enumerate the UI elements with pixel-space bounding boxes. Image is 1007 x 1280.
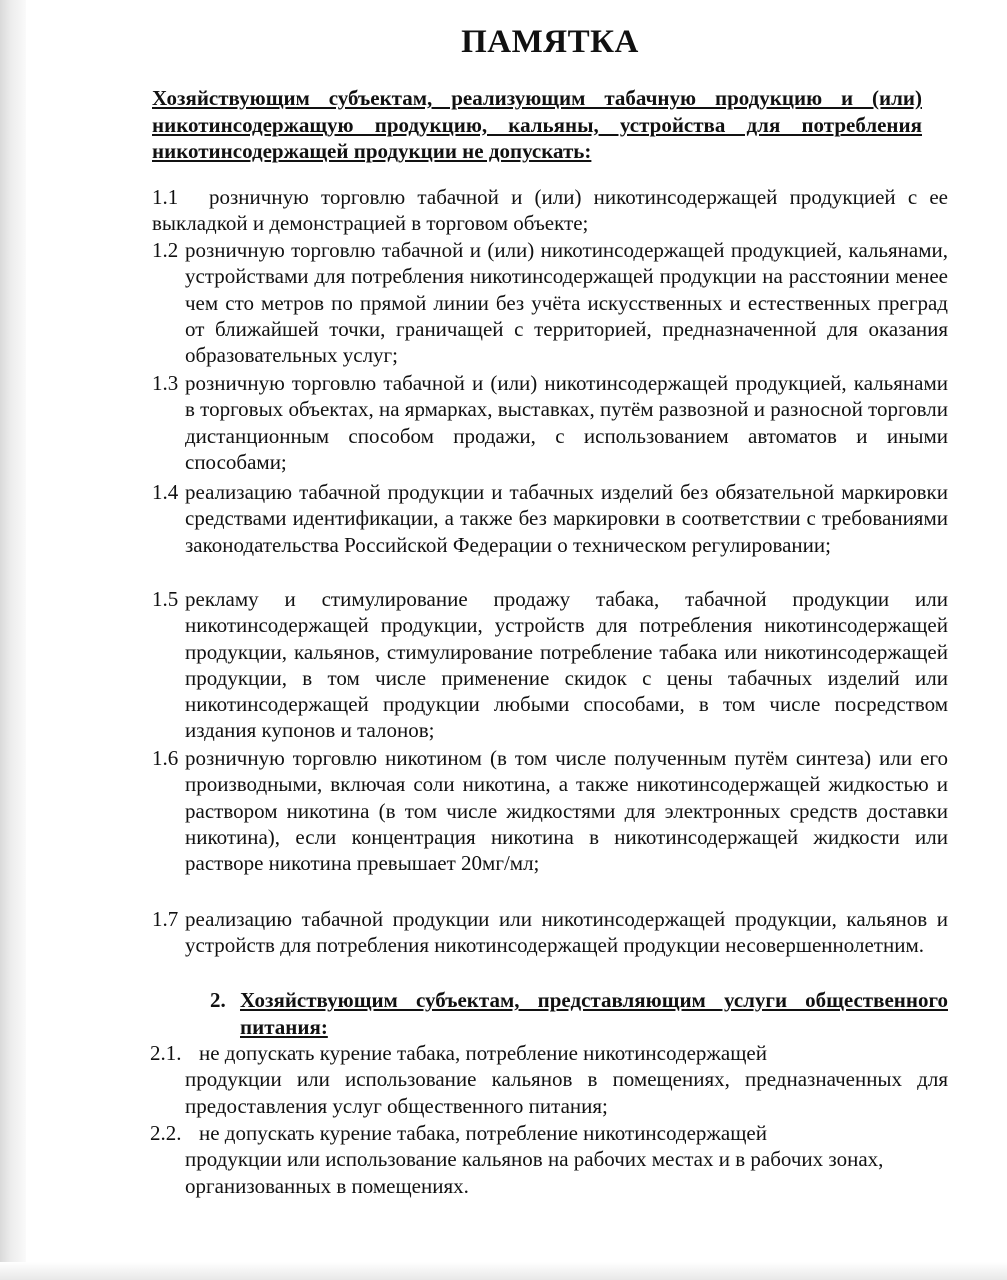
list-item-1-5 bbox=[152, 586, 948, 744]
intro-heading: Хозяйствующим субъектам, реализующим табачную продукцию и (или) никотинсодержащую продукцию, кальяны, устройства для потребления никотинсодержащей продукции не допускать: bbox=[152, 86, 922, 163]
item-number: 1.7 bbox=[152, 907, 179, 931]
section-heading-text: Хозяйствующим субъектам, представляющим услуги общественного питания: bbox=[240, 988, 948, 1039]
item-first-line: не допускать курение табака, потребление никотинсодержащей bbox=[199, 1041, 767, 1065]
item-number: 1.1 bbox=[152, 185, 179, 209]
list-item-2-2 bbox=[150, 1120, 948, 1199]
item-continuation: продукции или использование кальянов в помещениях, предназначенных для предоставления услуг общественного питания; bbox=[185, 1067, 948, 1118]
list-item-1-7 bbox=[152, 906, 948, 959]
item-text bbox=[150, 1120, 948, 1199]
item-continuation: продукции или использование кальянов на рабочих местах и в рабочих зонах, организованных в помещениях. bbox=[185, 1147, 884, 1198]
item-text: реализацию табачной продукции и табачных изделий без обязательной маркировки средствами идентификации, а также без маркировки в соответствии с требованиями законодательства Российской Федерации о техническом регулировании; bbox=[185, 480, 948, 557]
item-text: реализацию табачной продукции или никотинсодержащей продукции, кальянов и устройств для потребления никотинсодержащей продукции несовершеннолетним. bbox=[185, 907, 948, 958]
item-number: 2.1. bbox=[150, 1041, 182, 1065]
list-item-1-2 bbox=[152, 237, 948, 368]
item-text: розничную торговлю никотином (в том числе полученным путём синтеза) или его производными, включая соли никотина, а также никотинсодержащей жидкостью и раствором никотина (в том числе жидкостями для электронных средств доставки никотина), если концентрация никотина в никотинсодержащей жидкости или растворе никотина превышает 20мг/мл; bbox=[185, 746, 948, 876]
item-text bbox=[150, 1040, 948, 1119]
item-text: розничную торговлю табачной и (или) никотинсодержащей продукцией, кальянами, устройствами для потребления никотинсодержащей продукции на расстоянии менее чем сто метров по прямой линии без учёта искусственных и естественных преград от ближайшей точки, граничащей с территорией, предназначенной для оказания образовательных услуг; bbox=[185, 238, 948, 368]
item-number: 1.5 bbox=[152, 587, 179, 611]
item-text: розничную торговлю табачной и (или) никотинсодержащей продукцией с ее выкладкой и демонстрацией в торговом объекте; bbox=[152, 185, 948, 236]
item-first-line: не допускать курение табака, потребление никотинсодержащей bbox=[199, 1121, 767, 1145]
section-2-heading bbox=[210, 987, 948, 1040]
list-item-1-6 bbox=[152, 745, 948, 876]
page-shadow-bottom bbox=[0, 1262, 1007, 1280]
item-number: 1.4 bbox=[152, 480, 179, 504]
list-item-2-1 bbox=[150, 1040, 948, 1119]
item-number: 2.2. bbox=[150, 1121, 182, 1145]
document-title: ПАМЯТКА bbox=[461, 24, 639, 60]
item-number: 1.2 bbox=[152, 238, 179, 262]
list-item-1-3 bbox=[152, 370, 948, 475]
list-item-1-1 bbox=[152, 184, 948, 237]
item-text: рекламу и стимулирование продажу табака, табачной продукции или никотинсодержащей продукции, устройств для потребления никотинсодержащей продукции, кальянов, стимулирование потребление табака или никотинсодержащей продукции, в том числе применение скидок с цены табачных изделий или никотинсодержащей продукции любыми способами, в том числе посредством издания купонов и талонов; bbox=[185, 587, 948, 743]
item-number: 1.3 bbox=[152, 371, 179, 395]
section-number: 2. bbox=[210, 988, 226, 1012]
item-number: 1.6 bbox=[152, 746, 179, 770]
page-shadow-left bbox=[0, 0, 26, 1280]
item-text: розничную торговлю табачной и (или) никотинсодержащей продукцией, кальянами в торговых объектах, на ярмарках, выставках, путём развозной и разносной торговли дистанционным способом продажи, с использованием автоматов и иными способами; bbox=[185, 371, 948, 474]
list-item-1-4 bbox=[152, 479, 948, 558]
